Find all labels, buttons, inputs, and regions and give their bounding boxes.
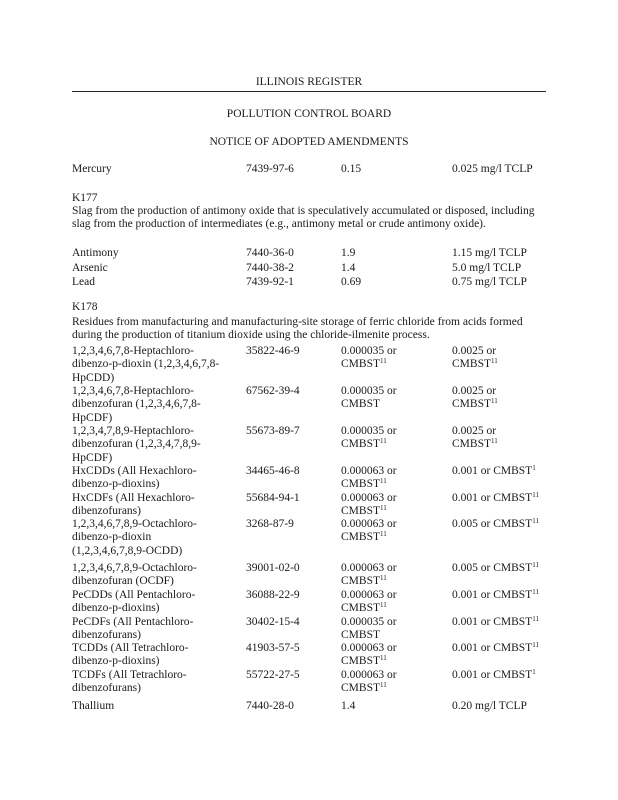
nonwastewater-standard: 0.001 or CMBST$^{11}$ [452,491,539,504]
nonwastewater-standard: 0.20 mg/l TCLP [452,700,527,712]
wastewater-standard: 0.000063 or CMBST$^{11}$ [341,642,397,668]
wastewater-standard: 1.9 [341,247,356,259]
cas-number: 7440-28-0 [246,700,294,712]
cas-number: 3268-87-9 [246,518,294,530]
notice-title: NOTICE OF ADOPTED AMENDMENTS [209,136,409,148]
footnote-marker: 1 [532,668,536,676]
cas-number: 55673-89-7 [246,425,300,437]
cas-number: 41903-57-5 [246,642,300,654]
wastewater-standard: 0.000035 or CMBST$^{11}$ [341,425,397,451]
cas-number: 55684-94-1 [246,492,300,504]
cas-number: 34465-46-8 [246,465,300,477]
constituent-name: PeCDFs (All Pentachloro- dibenzofurans) [72,616,194,642]
wastewater-standard: 0.69 [341,276,362,288]
k178-description: Residues from manufacturing and manufacturing-site storage of ferric chloride from acids formed during the production of titanium dioxide using the chloride-ilmenite process. [72,316,523,342]
cas-number: 35822-46-9 [246,345,300,357]
footnote-marker: 11 [532,641,539,649]
nonwastewater-standard: 0.001 or CMBST$^{11}$ [452,641,539,654]
constituent-name: 1,2,3,4,6,7,8-Heptachloro- dibenzo-p-dioxin (1,2,3,4,6,7,8- HpCDD) [72,345,220,384]
footnote-marker: 11 [380,437,387,446]
k177-description: Slag from the production of antimony oxide that is speculatively accumulated or disposed, including slag from the production of intermediates (e.g., antimony metal or crude antimony oxide). [72,205,535,231]
constituent-name: 1,2,3,4,6,7,8,9-Octachloro- dibenzofuran (OCDF) [72,562,197,588]
footnote-marker: 11 [380,477,387,486]
wastewater-standard: 0.000035 or CMBST [341,385,397,411]
wastewater-standard: 1.4 [341,700,356,712]
footnote-marker: 11 [532,615,539,623]
constituent-name: Arsenic [72,262,108,274]
nonwastewater-standard: 5.0 mg/l TCLP [452,262,522,274]
footnote-marker: 11 [532,588,539,596]
constituent-name: HxCDFs (All Hexachloro- dibenzofurans) [72,492,195,518]
header-rule [72,91,546,92]
footnote-marker: 11 [491,357,498,366]
cas-number: 67562-39-4 [246,385,300,397]
nonwastewater-standard: 0.005 or CMBST$^{11}$ [452,561,539,574]
footnote-marker: 11 [380,504,387,513]
wastewater-standard: 0.000063 or CMBST$^{11}$ [341,518,397,544]
footnote-marker: 11 [380,357,387,366]
nonwastewater-standard: 0.75 mg/l TCLP [452,276,527,288]
nonwastewater-standard: 0.001 or CMBST$^1$ [452,668,536,681]
footnote-marker: 11 [532,517,539,525]
wastewater-standard: 0.000035 or CMBST$^{11}$ [341,345,397,371]
constituent-name: 1,2,3,4,7,8,9-Heptachloro- dibenzofuran (1,2,3,4,7,8,9- HpCDF) [72,425,201,464]
cas-number: 39001-02-0 [246,562,300,574]
constituent-name: TCDDs (All Tetrachloro- dibenzo-p-dioxins) [72,642,189,668]
register-title: ILLINOIS REGISTER [255,76,363,88]
wastewater-standard: 0.000063 or CMBST$^{11}$ [341,589,397,615]
footnote-marker: 11 [532,561,539,569]
constituent-name: TCDFs (All Tetrachloro- dibenzofurans) [72,669,187,695]
footnote-marker: 11 [380,601,387,610]
constituent-name: Mercury [72,163,112,175]
wastewater-standard: 0.000063 or CMBST$^{11}$ [341,669,397,695]
nonwastewater-standard: 0.0025 or CMBST$^{11}$ [452,385,498,411]
footnote-marker: 11 [380,654,387,663]
wastewater-standard: 0.000063 or CMBST$^{11}$ [341,465,397,491]
footnote-marker: 11 [491,437,498,446]
nonwastewater-standard: 0.005 or CMBST$^{11}$ [452,517,539,530]
constituent-name: Lead [72,276,95,288]
footnote-marker: 11 [380,574,387,583]
wastewater-standard: 0.000063 or CMBST$^{11}$ [341,492,397,518]
nonwastewater-standard: 1.15 mg/l TCLP [452,247,527,259]
cas-number: 7439-92-1 [246,276,294,288]
nonwastewater-standard: 0.0025 or CMBST$^{11}$ [452,345,498,371]
cas-number: 7440-36-0 [246,247,294,259]
footnote-marker: 1 [532,464,536,472]
constituent-name: HxCDDs (All Hexachloro- dibenzo-p-dioxins) [72,465,197,491]
waste-code-k178: K178 [72,301,98,313]
wastewater-standard: 1.4 [341,262,356,274]
footnote-marker: 11 [380,681,387,690]
constituent-name: Antimony [72,247,119,259]
nonwastewater-standard: 0.0025 or CMBST$^{11}$ [452,425,498,451]
constituent-name: PeCDDs (All Pentachloro- dibenzo-p-dioxins) [72,589,196,615]
nonwastewater-standard: 0.001 or CMBST$^{11}$ [452,588,539,601]
board-title: POLLUTION CONTROL BOARD [226,108,392,120]
constituent-name: 1,2,3,4,6,7,8-Heptachloro- dibenzofuran (1,2,3,4,6,7,8- HpCDF) [72,385,201,424]
cas-number: 7439-97-6 [246,163,294,175]
constituent-name: Thallium [72,700,115,712]
constituent-name: 1,2,3,4,6,7,8,9-Octachloro- dibenzo-p-dioxin (1,2,3,4,6,7,8,9-OCDD) [72,518,197,557]
cas-number: 30402-15-4 [246,616,300,628]
nonwastewater-standard: 0.025 mg/l TCLP [452,163,533,175]
wastewater-standard: 0.15 [341,163,362,175]
wastewater-standard: 0.000035 or CMBST [341,616,397,642]
footnote-marker: 11 [532,491,539,499]
nonwastewater-standard: 0.001 or CMBST$^1$ [452,464,536,477]
footnote-marker: 11 [380,530,387,539]
cas-number: 36088-22-9 [246,589,300,601]
waste-code-k177: K177 [72,192,98,204]
nonwastewater-standard: 0.001 or CMBST$^{11}$ [452,615,539,628]
cas-number: 55722-27-5 [246,669,300,681]
footnote-marker: 11 [491,397,498,406]
cas-number: 7440-38-2 [246,262,294,274]
wastewater-standard: 0.000063 or CMBST$^{11}$ [341,562,397,588]
